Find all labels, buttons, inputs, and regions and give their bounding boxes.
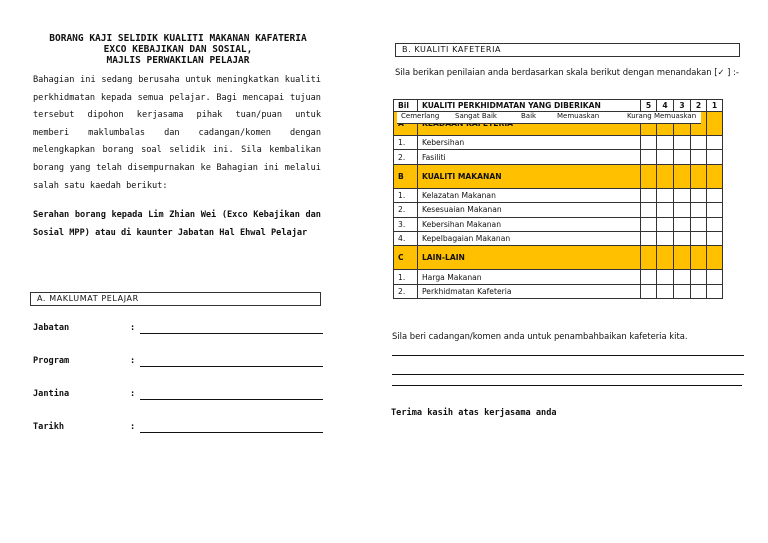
section-title: KUALITI MAKANAN [417, 164, 640, 188]
rating-checkbox-cell[interactable] [657, 188, 674, 202]
item-number: 1. [394, 188, 418, 202]
rating-checkbox-cell[interactable] [690, 270, 706, 284]
table-row [394, 270, 723, 284]
section-score-cell [657, 246, 674, 270]
scale-label-3: Baik [521, 112, 537, 120]
table-row [394, 284, 723, 298]
scale-legend [397, 112, 701, 124]
rating-checkbox-cell[interactable] [641, 188, 657, 202]
item-label: Kebersihan Makanan [417, 217, 640, 231]
item-label: Kepelbagaian Makanan [417, 231, 640, 245]
rating-checkbox-cell[interactable] [641, 217, 657, 231]
section-b-heading: B. KUALITI KAFETERIA [395, 43, 740, 57]
field-tarikh[interactable] [33, 422, 323, 436]
field-label: Tarikh [33, 422, 65, 432]
field-input-line[interactable] [140, 399, 323, 400]
item-number: 2. [394, 284, 418, 298]
section-row [394, 246, 723, 270]
thank-you-note: Terima kasih atas kerjasama anda [391, 408, 557, 418]
rating-checkbox-cell[interactable] [641, 150, 657, 164]
table-row [394, 217, 723, 231]
rating-checkbox-cell[interactable] [657, 150, 674, 164]
field-colon: : [130, 422, 136, 432]
section-score-cell [706, 164, 722, 188]
section-title: LAIN-LAIN [417, 246, 640, 270]
section-score-cell [641, 164, 657, 188]
table-row [394, 150, 723, 164]
section-score-cell [690, 164, 706, 188]
comment-line-3[interactable] [392, 385, 742, 386]
field-program[interactable] [33, 356, 323, 370]
section-score-cell [706, 112, 722, 136]
rating-checkbox-cell[interactable] [690, 203, 706, 217]
rating-checkbox-cell[interactable] [641, 270, 657, 284]
section-score-cell [706, 246, 722, 270]
table-row [394, 188, 723, 202]
field-jantina[interactable] [33, 389, 323, 403]
rating-checkbox-cell[interactable] [706, 188, 722, 202]
comment-line-2[interactable] [392, 374, 744, 375]
rating-checkbox-cell[interactable] [657, 203, 674, 217]
scale-label-5: Cemerlang [401, 112, 440, 120]
section-a-heading: A. MAKLUMAT PELAJAR [30, 292, 321, 306]
item-label: Harga Makanan [417, 270, 640, 284]
header-score-4: 4 [657, 100, 674, 112]
section-score-cell [657, 164, 674, 188]
rating-checkbox-cell[interactable] [706, 231, 722, 245]
table-header-row [394, 100, 723, 112]
section-score-cell [674, 164, 691, 188]
item-number: 2. [394, 150, 418, 164]
title-line-1: BORANG KAJI SELIDIK KUALITI MAKANAN KAFATERIA [49, 33, 307, 44]
field-input-line[interactable] [140, 366, 323, 367]
field-colon: : [130, 389, 136, 399]
table-row [394, 231, 723, 245]
item-label: Kelazatan Makanan [417, 188, 640, 202]
scale-label-1: Kurang Memuaskan [627, 112, 697, 120]
scale-label-2: Memuaskan [557, 112, 600, 120]
rating-checkbox-cell[interactable] [674, 188, 691, 202]
field-input-line[interactable] [140, 333, 323, 334]
rating-table [393, 99, 723, 299]
section-score-cell [641, 246, 657, 270]
section-code: C [394, 246, 418, 270]
header-score-5: 5 [641, 100, 657, 112]
rating-checkbox-cell[interactable] [657, 270, 674, 284]
item-number: 3. [394, 217, 418, 231]
item-label: Fasiliti [417, 150, 640, 164]
rating-checkbox-cell[interactable] [706, 217, 722, 231]
field-jabatan[interactable] [33, 323, 323, 337]
rating-instruction: Sila berikan penilaian anda berdasarkan skala berikut dengan menandakan [✓ ] :- [395, 67, 739, 77]
rating-checkbox-cell[interactable] [706, 150, 722, 164]
rating-checkbox-cell[interactable] [706, 203, 722, 217]
section-code: B [394, 164, 418, 188]
title-line-2: EXCO KEBAJIKAN DAN SOSIAL, [103, 44, 253, 55]
title-line-3: MAJLIS PERWAKILAN PELAJAR [106, 55, 250, 66]
rating-checkbox-cell[interactable] [690, 188, 706, 202]
section-score-cell [674, 246, 691, 270]
comment-prompt: Sila beri cadangan/komen anda untuk penambahbaikan kafeteria kita. [392, 331, 688, 341]
section-row [394, 164, 723, 188]
rating-checkbox-cell[interactable] [674, 150, 691, 164]
rating-checkbox-cell[interactable] [657, 231, 674, 245]
item-label: Perkhidmatan Kafeteria [417, 284, 640, 298]
field-colon: : [130, 356, 136, 366]
rating-checkbox-cell[interactable] [641, 231, 657, 245]
rating-checkbox-cell[interactable] [674, 270, 691, 284]
rating-checkbox-cell[interactable] [690, 284, 706, 298]
header-score-2: 2 [690, 100, 706, 112]
rating-checkbox-cell[interactable] [641, 136, 657, 150]
table-row [394, 203, 723, 217]
rating-checkbox-cell[interactable] [641, 203, 657, 217]
header-item: KUALITI PERKHIDMATAN YANG DIBERIKAN [417, 100, 640, 112]
rating-checkbox-cell[interactable] [706, 284, 722, 298]
item-label: Kebersihan [417, 136, 640, 150]
rating-checkbox-cell[interactable] [674, 217, 691, 231]
rating-checkbox-cell[interactable] [657, 136, 674, 150]
comment-line-1[interactable] [392, 355, 744, 356]
submission-note: Serahan borang kepada Lim Zhian Wei (Exco Kebajikan dan Sosial MPP) atau di kaunter Jabatan Hal Ehwal Pelajar [33, 210, 321, 238]
rating-checkbox-cell[interactable] [706, 270, 722, 284]
rating-checkbox-cell[interactable] [657, 217, 674, 231]
header-score-1: 1 [706, 100, 722, 112]
table-row [394, 136, 723, 150]
section-score-cell [690, 246, 706, 270]
field-label: Program [33, 356, 70, 366]
item-number: 1. [394, 270, 418, 284]
rating-checkbox-cell[interactable] [690, 231, 706, 245]
rating-checkbox-cell[interactable] [657, 284, 674, 298]
rating-checkbox-cell[interactable] [674, 136, 691, 150]
rating-checkbox-cell[interactable] [690, 150, 706, 164]
field-label: Jabatan [33, 323, 70, 333]
header-score-3: 3 [674, 100, 691, 112]
item-number: 1. [394, 136, 418, 150]
item-number: 4. [394, 231, 418, 245]
rating-checkbox-cell[interactable] [690, 217, 706, 231]
intro-paragraph: Bahagian ini sedang berusaha untuk meningkatkan kualiti perkhidmatan kepada semua pelajar. Bagi mencapai tujuan tersebut dipohon kerjasama pihak tuan/puan untuk memberi maklumbalas dan cadangan/komen dengan melengkapkan borang soal selidik ini. Sila kembalikan borang yang telah disempurnakan ke Bahagian ini melalui salah satu kaedah berikut: [33, 75, 321, 191]
field-label: Jantina [33, 389, 70, 399]
field-colon: : [130, 323, 136, 333]
item-number: 2. [394, 203, 418, 217]
item-label: Kesesuaian Makanan [417, 203, 640, 217]
rating-checkbox-cell[interactable] [674, 203, 691, 217]
rating-checkbox-cell[interactable] [690, 136, 706, 150]
header-bil: Bil [394, 100, 418, 112]
rating-checkbox-cell[interactable] [674, 284, 691, 298]
rating-checkbox-cell[interactable] [641, 284, 657, 298]
field-input-line[interactable] [140, 432, 323, 433]
rating-checkbox-cell[interactable] [706, 136, 722, 150]
rating-checkbox-cell[interactable] [674, 231, 691, 245]
form-title [30, 33, 326, 66]
scale-label-4: Sangat Baik [455, 112, 497, 120]
